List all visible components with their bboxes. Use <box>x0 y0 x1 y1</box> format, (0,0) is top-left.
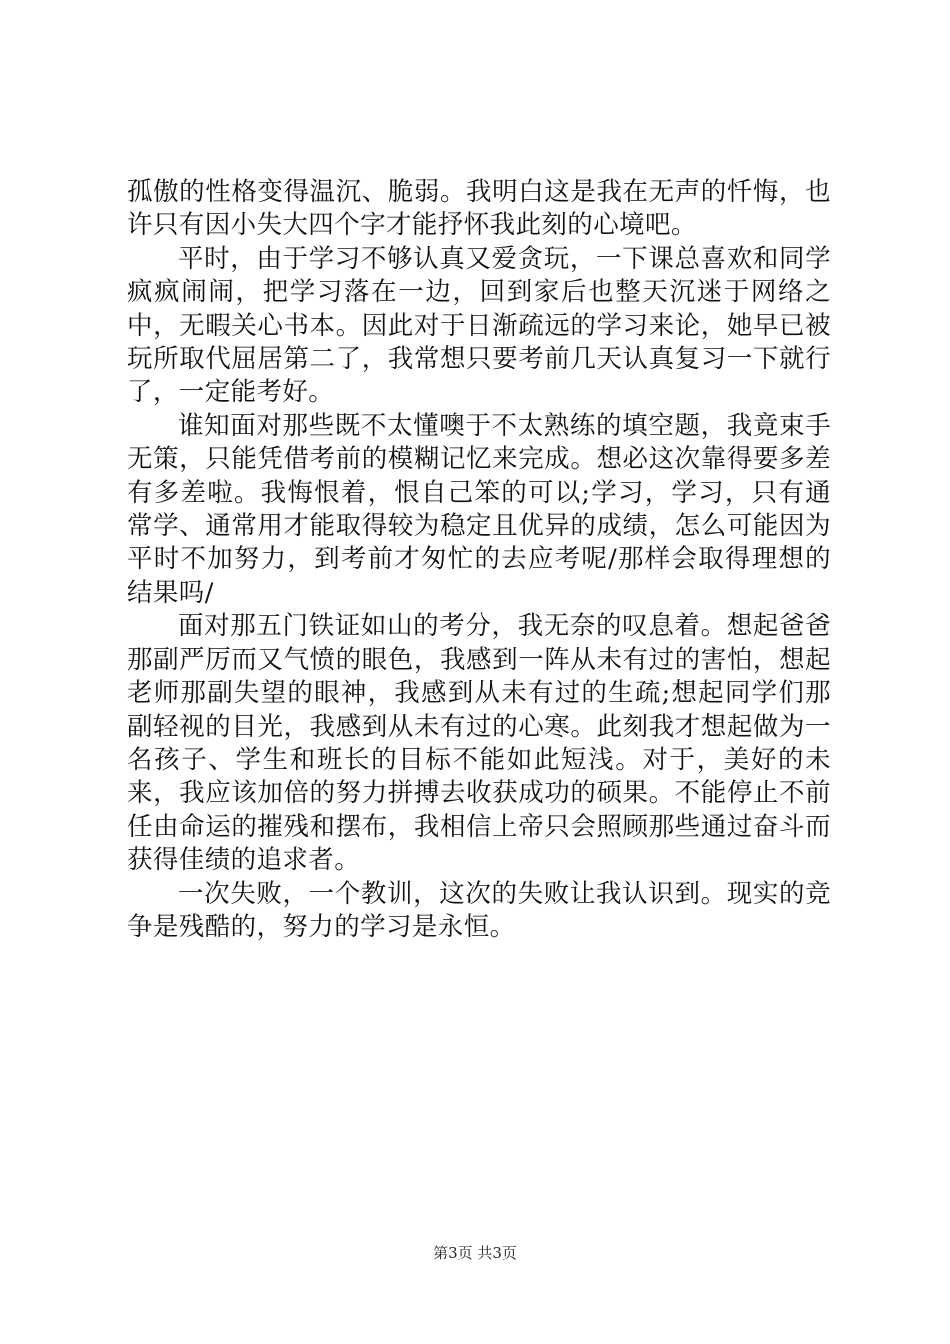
paragraph-4: 面对那五门铁证如山的考分，我无奈的叹息着。想起爸爸那副严厉而又气愤的眼色，我感到一阵从未有过的害怕，想起老师那副失望的眼神，我感到从未有过的生疏;想起同学们那副轻视的目光，我感到从未有过的心寒。此刻我才想起做为一名孩子、学生和班长的目标不能如此短浅。对于，美好的未来，我应该加倍的努力拼搏去收获成功的硕果。不能停止不前任由命运的摧残和摆布，我相信上帝只会照顾那些通过奋斗而获得佳绩的追求者。 <box>127 611 831 876</box>
paragraph-3: 谁知面对那些既不太懂噢于不太熟练的填空题，我竟束手无策，只能凭借考前的模糊记忆来完成。想必这次靠得要多差有多差啦。我悔恨着，恨自己笨的可以;学习，学习，只有通常学、通常用才能取得较为稳定且优异的成绩，怎么可能因为平时不加努力，到考前才匆忙的去应考呢/那样会取得理想的结果吗/ <box>127 410 831 608</box>
paragraph-2: 平时，由于学习不够认真又爱贪玩，一下课总喜欢和同学疯疯闹闹，把学习落在一边，回到家后也整天沉迷于网络之中，无暇关心书本。因此对于日渐疏远的学习来论，她早已被玩所取代屈居第二了，我常想只要考前几天认真复习一下就行了，一定能考好。 <box>127 243 831 408</box>
paragraph-5: 一次失败，一个教训，这次的失败让我认识到。现实的竞争是残酷的，努力的学习是永恒。 <box>127 878 831 942</box>
paragraph-1: 孤傲的性格变得温沉、脆弱。我明白这是我在无声的忏悔，也许只有因小失大四个字才能抒怀我此刻的心境吧。 <box>127 177 831 241</box>
page-footer: 第3页 共3页 <box>433 1244 517 1262</box>
document-body <box>127 176 831 944</box>
